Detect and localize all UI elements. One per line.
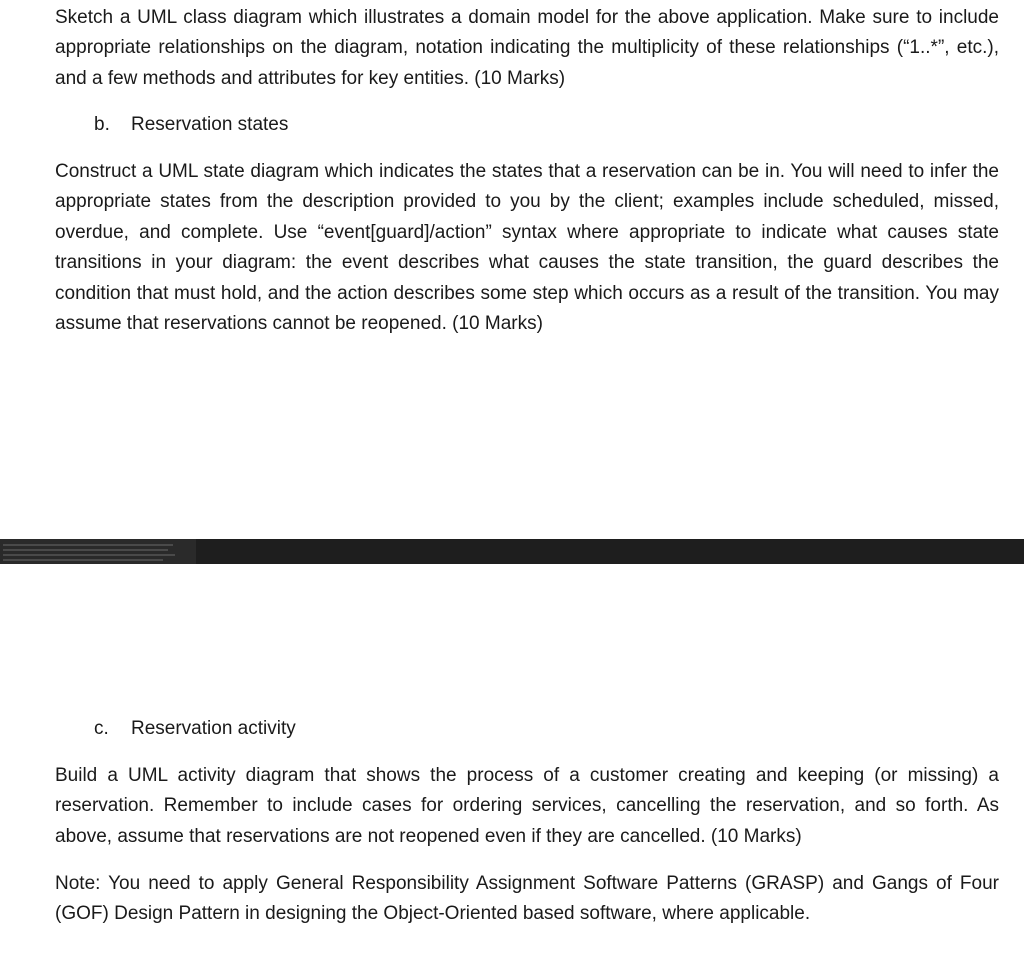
note-paragraph: Note: You need to apply General Responsibility Assignment Software Patterns (GRASP) and Gangs of Four (GOF) Design Pattern in designing the Object-Oriented based software, where applicable. (55, 873, 999, 925)
part-c-title: Reservation activity (131, 718, 296, 739)
part-c-label: c. (94, 718, 109, 739)
part-b-paragraph: Construct a UML state diagram which indicates the states that a reservation can be in. You will need to infer the appropriate states from the description provided to you by the client; examples include scheduled, missed, overdue, and complete. Use “event[guard]/action” syntax where appropriate to indicate what causes state transitions in your diagram: the event describes what causes the state transition, the guard describes the condition that must hold, and the action describes some step which occurs as a result of the transition. You may assume that reservations cannot be reopened. (10 Marks) (55, 161, 999, 335)
dark-divider-band (0, 539, 1024, 564)
part-a-paragraph: Sketch a UML class diagram which illustrates a domain model for the above application. Make sure to include appropriate relationships on the diagram, notation indicating the multiplicity of these relationships (“1..*”, etc.), and a few methods and attributes for key entities. (10 Marks) (55, 7, 999, 89)
part-c-paragraph: Build a UML activity diagram that shows the process of a customer creating and keeping (or missing) a reservation. Remember to include cases for ordering services, cancelling the reservation, and so forth. As above, assume that reservations are not reopened even if they are cancelled. (10 Marks) (55, 765, 999, 847)
part-b-label: b. (94, 114, 110, 135)
overlay-thumbnail (0, 539, 196, 564)
part-b-title: Reservation states (131, 114, 289, 135)
